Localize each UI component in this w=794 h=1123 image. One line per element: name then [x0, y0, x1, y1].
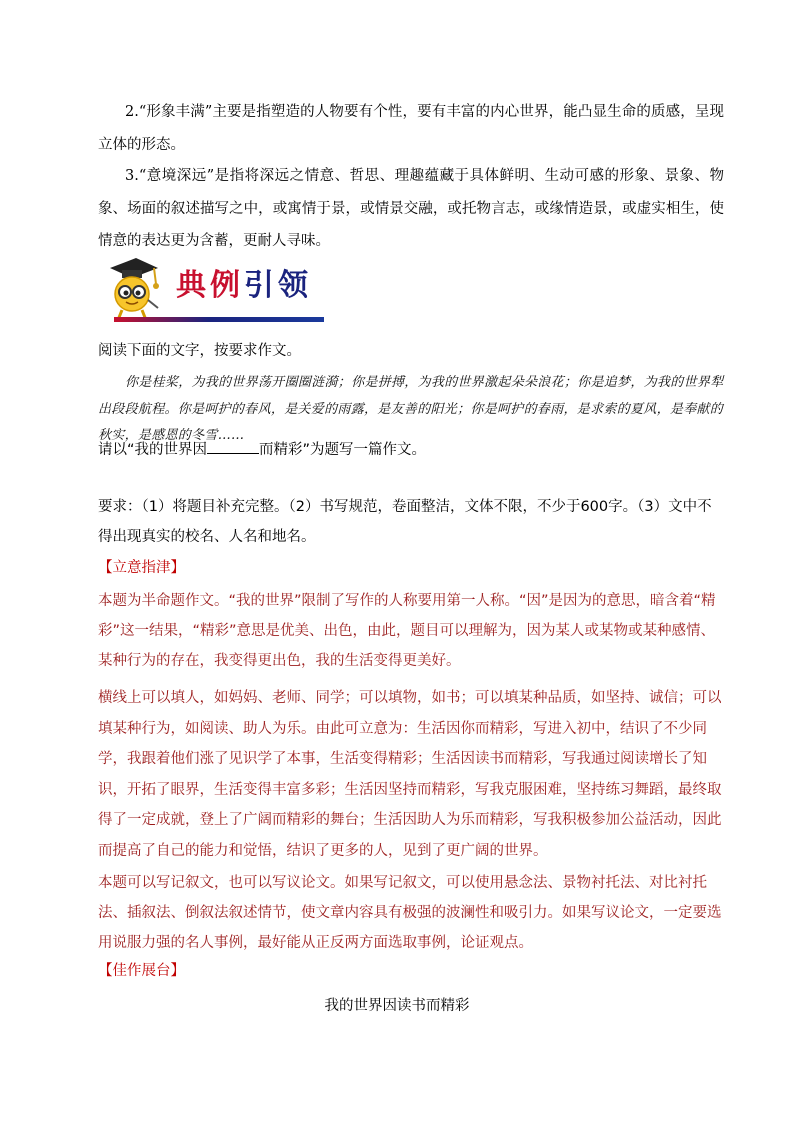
guide-heading: 【立意指津】	[98, 560, 185, 576]
scholar-mascot-icon	[100, 256, 160, 322]
task-prompt: 请以“我的世界因 而精彩”为题写一篇作文。	[98, 437, 728, 463]
banner-underline	[114, 317, 324, 322]
task-poem: 你是桂桨，为我的世界荡开圈圈涟漪；你是拼搏，为我的世界激起朵朵浪花；你是追梦，为我的世界犁出段段航程。你是呵护的春风，是关爱的雨露，是友善的阳光；你是呵护的春雨，是求索的夏风，是奉献的秋实，是感恩的冬雪……	[98, 375, 724, 443]
banner-title: 典例引领	[176, 268, 312, 303]
point-2-paragraph: 2.“形象丰满”主要是指塑造的人物要有个性，要有丰富的内心世界，能凸显生命的质感，呈现立体的形态。	[98, 104, 724, 153]
guide-paragraph-1: 本题为半命题作文。“我的世界”限制了写作的人称要用第一人称。“因”是因为的意思，暗含着“精彩”这一结果，“精彩”意思是优美、出色，由此，题目可以理解为，因为某人或某物或某种感情、某种行为的存在，我变得更出色，我的生活变得更美好。	[98, 593, 716, 669]
showcase-heading: 【佳作展台】	[98, 963, 185, 979]
task-requirements: 要求：（1）将题目补充完整。（2）书写规范，卷面整洁，文体不限，不少于600字。（3）文中不得出现真实的校名、人名和地名。	[98, 499, 712, 545]
point-3-paragraph: 3.“意境深远”是指将深远之情意、哲思、理趣蕴藏于具体鲜明、生动可感的形象、景象、物象、场面的叙述描写之中，或寓情于景，或情景交融，或托物言志，或缘情造景，或虚实相生，使情意的表达更为含蓄，更耐人寻味。	[98, 168, 724, 249]
guide-paragraph-3: 本题可以写记叙文，也可以写议论文。如果写记叙文，可以使用悬念法、景物衬托法、对比衬托法、插叙法、倒叙法叙述情节，使文章内容具有极强的波澜性和吸引力。如果写议论文，一定要选用说服力强的名人事例，最好能从正反两方面选取事例，论证观点。	[98, 875, 722, 951]
section-banner	[100, 256, 326, 326]
guide-paragraph-2: 横线上可以填人，如妈妈、老师、同学；可以填物，如书；可以填某种品质，如坚持、诚信；可以填某种行为，如阅读、助人为乐。由此可立意为：生活因你而精彩，写进入初中，结识了不少同学，我跟着他们涨了见识学了本事，生活变得精彩；生活因读书而精彩，写我通过阅读增长了知识，开拓了眼界，生活变得丰富多彩；生活因坚持而精彩，写我克服困难，坚持练习舞蹈，最终取得了一定成就，登上了广阔而精彩的舞台；生活因助人为乐而精彩，写我积极参加公益活动，因此而提高了自己的能力和觉悟，结识了更多的人，见到了更广阔的世界。	[98, 690, 722, 859]
title-blank	[207, 439, 259, 454]
essay-title: 我的世界因读书而精彩	[324, 998, 470, 1014]
task-instruction: 阅读下面的文字，按要求作文。	[98, 343, 301, 359]
